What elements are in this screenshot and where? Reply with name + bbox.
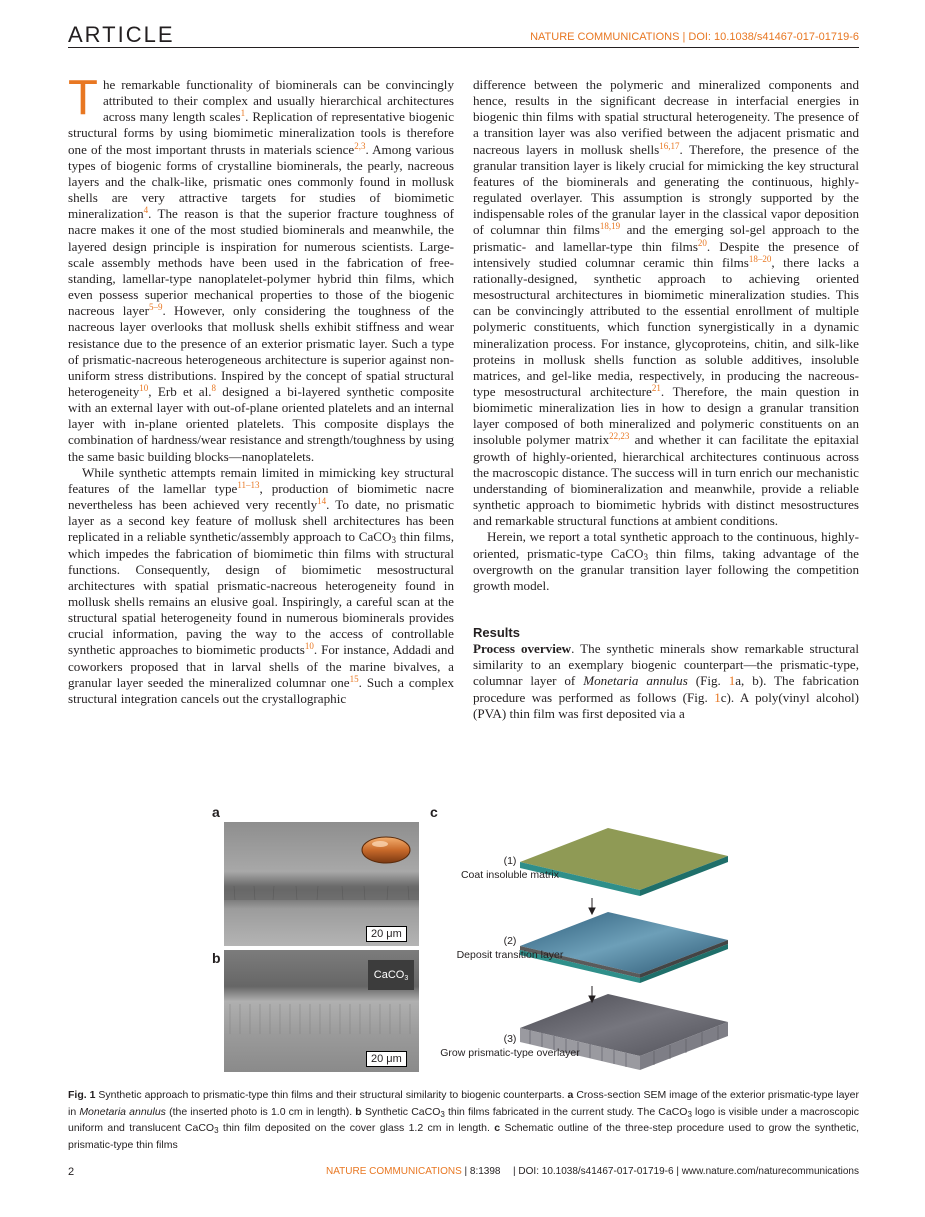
dropcap: T: [68, 71, 98, 125]
page-number: 2: [68, 1166, 75, 1178]
sem-image-biogenic: [224, 822, 419, 946]
paragraph: While synthetic attempts remain limited in mimicking key structural features of the lamellar type$^{11-13}$, production of biomimetic nacre nevertheless has been achieved very recently$^{14}$. To date, no prismatic layer as a second key feature of mollusk shell architectures has been replicated in a reliable synthetic/assembly approach to CaCO$_3$ thin films, which impedes the fabrication of biomimetic thin films with structural functions. Consequently, design of biomimetic mesostructural architectures with spatial prismatic-nacreous heterogeneity found in mollusk shells remains an elusive goal. Inspiringly, a careful scan at the structural spatial heterogeneity found in numerous biominerals provides crucial information, paving the way to the access of controllable synthetic approaches to biomimetic products$^{10}$. For instance, Addadi and coworkers proposed that in larval shells of the marine bivalves, a granular layer seeded the mineralized columnar one$^{15}$. Such a complex structural integration cancels out the crystallographic: [68, 464, 454, 706]
results-heading: Results: [473, 625, 520, 640]
citation[interactable]: 8: [211, 382, 217, 393]
scale-bar: 20 μm: [366, 1051, 407, 1067]
section-label: ARTICLE: [68, 22, 175, 47]
step-1-label: (1) Coat insoluble matrix: [460, 855, 560, 881]
citation[interactable]: 4: [143, 205, 149, 216]
step-3-label: (3) Grow prismatic-type overlayer: [440, 1033, 580, 1059]
figure-link[interactable]: 1: [714, 689, 721, 705]
journal-doi-header[interactable]: NATURE COMMUNICATIONS | DOI: 10.1038/s41467-017-01719-6: [530, 31, 859, 43]
left-column: [68, 71, 455, 707]
citation[interactable]: 21: [651, 382, 661, 393]
paragraph: Herein, we report a total synthetic approach to the continuous, highly-oriented, prismatic-type CaCO$_3$ thin films, taking advantage of the overgrowth on the granular transition layer following the competition growth model.: [473, 529, 859, 593]
citation[interactable]: 2,3: [354, 140, 366, 151]
header-rule: [68, 47, 859, 48]
scale-bar: 20 μm: [366, 926, 407, 942]
figure-link[interactable]: 1: [728, 673, 736, 689]
journal-link[interactable]: NATURE COMMUNICATIONS: [326, 1166, 462, 1177]
paragraph: difference between the polymeric and mineralized components and hence, results in the significant decrease in interfacial energies in biogenic thin films with spatial structural heterogeneity. The presence of a transition layer was also verified between the adjacent prismatic and nacreous layers in mollusk shells$^{16,17}$. Therefore, the presence of the granular transition layer is likely crucial for mimicking the key structural features of the biominerals and generating the continuous, highly-regulated overlayer. This assumption is strongly supported by the indispensable roles of the granular layer in the classical vapor deposition of columnar thin films$^{18,19}$ and the emerging sol-gel approach to the prismatic- and lamellar-type thin films$^{20}$. Despite the presence of intensively studied columnar ceramic thin films$^{18-20}$, there lacks a rationally-designed, synthetic approach to achieving oriented mesostructural architectures in biomimetic mineralization studies. This can be convincingly attributed to the essential enrollment of multiple polymeric constituents, which function synergistically in a dynamic mineralization process. For instance, glycoproteins, chitin, and silk-like proteins in mollusk shells function as soluble additives, insoluble matrices, and gel-like media, respectively, in producing the nacreous-type mesostructural architecture$^{21}$. Therefore, the main question in biomimetic mineralization lies in how to design a granular transition layer composed of both mineralized and polymeric constituents on an insoluble polymer matrix$^{22,23}$ and whether it can facilitate the epitaxial growth of highly-oriented, hierarchical architectures continuous across the macroscopic distance. The success will in turn enrich our mechanistic understanding of biomineralization and meanwhile, provide a reliable synthetic approach to biomimetic hybrids with distinct mesostructures and remarkable structural functions at ambient conditions.: [473, 77, 860, 529]
paragraph: Process overview. The synthetic minerals show remarkable structural similarity to an exemplary biogenic counterpart—the prismatic-type, columnar layer of Monetaria annulus (Fig. 1a, b). The fabrication procedure was performed as follows (Fig. 1c). A poly(vinyl alcohol) (PVA) thin film was first deposited via a: [473, 641, 859, 721]
caco3-logo: CaCO$_3$: [368, 960, 414, 990]
sem-image-synthetic: [224, 950, 419, 1072]
panel-label-c: c: [430, 804, 438, 820]
citation[interactable]: 15: [349, 673, 359, 684]
citation[interactable]: 16,17: [659, 140, 680, 151]
footer-doi[interactable]: | DOI: 10.1038/s41467-017-01719-6 | www.nature.com/naturecommunications: [513, 1166, 859, 1177]
footer-journal: NATURE COMMUNICATIONS | 8:1398: [326, 1166, 501, 1177]
paragraph: The remarkable functionality of biominerals can be convincingly attributed to their complex and usually hierarchical architectures across many length scales$^1$. Replication of representative biogenic structural forms by using biomimetic mineralization tools is therefore one of the most important thrusts in materials science$^{2,3}$. Among various types of biogenic forms of crystalline biominerals, the pearly, nacreous layers and the chalk-like, prismatic ones commonly found in mollusk shells are very attractive targets for studies of biomimetic mineralization$^4$. The reason is that the superior fracture toughness of nacre makes it one of the most studied biominerals and meanwhile, the layered design principle is inspiration for numerous scientists. Large-scale assembly methods have been used in the fabrication of free-standing, lamellar-type nanoplatelet-polymer hybrid thin films, which even possess superior mechanical properties to those of the biogenic nacreous layer$^{5-9}$. However, only considering the toughness of the nacreous layer overlooks that mollusk shells exhibit stiffness and wear resistance due to the presence of an exterior prismatic layer. Such a type of prismatic-nacreous heterogeneous architecture is superior against non-uniform stress distributions. Inspired by the concept of spatial structural heterogeneity$^{10}$, Erb et al.$^8$ designed a bi-layered synthetic composite with an external layer with out-of-plane oriented platelets and an internal layer with in-plane oriented platelets. This composite displays the combination of hardness/wear resistance and strength/toughness by using the same basic building blocks—nanoplatelets.: [68, 71, 455, 464]
citation[interactable]: 11–13: [237, 479, 260, 490]
figure-caption: Fig. 1 Synthetic approach to prismatic-type thin films and their structural similarity to biogenic counterparts. a Cross-section SEM image of the exterior prismatic-type layer in Monetaria annulus (the inserted photo is 1.0 cm in length). b Synthetic CaCO$_3$ thin films fabricated in the current study. The CaCO$_3$ logo is visible under a macroscopic uniform and translucent CaCO$_3$ thin film deposited on the cover glass 1.2 cm in length. c Schematic outline of the three-step procedure used to grow the synthetic, prismatic-type thin films: [68, 1089, 860, 1151]
panel-label-a: a: [212, 804, 220, 820]
step-2-label: (2) Deposit transition layer: [456, 935, 564, 961]
schematic-panel: [430, 820, 728, 1070]
citation[interactable]: 14: [317, 496, 327, 507]
citation[interactable]: 18,19: [599, 221, 621, 232]
figure-1: [208, 800, 728, 1070]
citation[interactable]: 18–20: [748, 253, 772, 264]
panel-label-b: b: [212, 950, 221, 966]
citation[interactable]: 5–9: [148, 302, 163, 313]
run-in-heading: Process overview: [473, 641, 572, 657]
citation[interactable]: 22,23: [609, 431, 630, 442]
citation[interactable]: 10: [139, 382, 149, 393]
citation[interactable]: 10: [304, 641, 314, 652]
citation[interactable]: 20: [697, 237, 707, 248]
right-column: [473, 77, 859, 722]
citation[interactable]: 1: [240, 108, 246, 119]
